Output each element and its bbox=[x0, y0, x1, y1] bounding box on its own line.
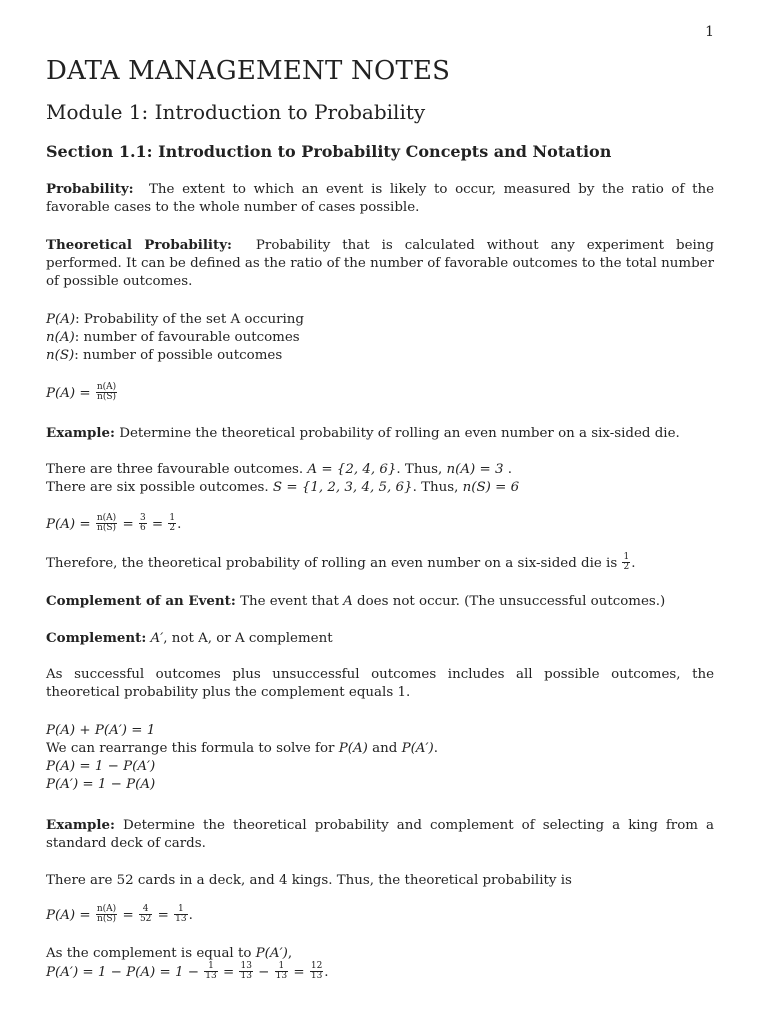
fraction: $\frac{4}{52}$ bbox=[139, 904, 152, 924]
fraction: $\frac{1}{13}$ bbox=[275, 961, 288, 981]
fraction: $\frac{1}{13}$ bbox=[175, 904, 187, 924]
section-title: Section 1.1: Introduction to Probability Concepts and Notation bbox=[46, 142, 612, 161]
probability-term: Probability: bbox=[46, 181, 134, 197]
module-title: Module 1: Introduction to Probability bbox=[46, 100, 426, 124]
notation-list bbox=[46, 311, 714, 365]
fraction: $\frac{n(A)}{n(S)}$ bbox=[96, 513, 117, 533]
example-1-question: Example: Determine the theoretical probability of rolling an even number on a six-sided die. bbox=[46, 425, 680, 441]
fraction: $\frac{12}{13}$ bbox=[310, 961, 323, 981]
example-1-calculation: P(A) = $\frac{n(A)}{n(S)}$ = $\frac{3}{6}$ = $\frac{1}{2}$ . bbox=[46, 513, 182, 533]
complement-notation: Complement: A′, not A, or A complement bbox=[46, 630, 333, 646]
example-2-complement: As the complement is equal to P(A′), P(A′) = 1 − P(A) = 1 − $\frac{1}{13}$ = $\frac{13}{13}$ − $\frac{1}{13}$ = $\frac{12}{13}$ . bbox=[46, 946, 329, 981]
fraction: $\frac{1}{2}$ bbox=[623, 552, 630, 572]
probability-definition bbox=[46, 180, 714, 217]
fraction: $\frac{n(A)}{n(S)}$ bbox=[96, 382, 117, 402]
fraction: $\frac{n(A)}{n(S)}$ bbox=[96, 904, 117, 924]
complement-formulas: P(A) + P(A′) = 1 We can rearrange this formula to solve for P(A) and P(A′). P(A) = 1 − P(A′) P(A′) = 1 − P(A) bbox=[46, 723, 438, 792]
example-2-question: Example: Determine the theoretical probability and complement of selecting a king from a standard deck of cards. bbox=[46, 817, 714, 851]
example-1-working: There are three favourable outcomes. A = {2, 4, 6}. Thus, n(A) = 3 . There are six possible outcomes. S = {1, 2, 3, 4, 5, 6}. Thus, n(S) = 6 bbox=[46, 462, 520, 495]
fraction: $\frac{1}{2}$ bbox=[169, 513, 176, 533]
notation-item: n(A): number of favourable outcomes bbox=[46, 330, 300, 345]
complement-event-definition: Complement of an Event: The event that A does not occur. (The unsuccessful outcomes.) bbox=[46, 593, 666, 609]
complement-paragraph: As successful outcomes plus unsuccessful outcomes includes all possible outcomes, the theoretical probability plus the complement equals 1. bbox=[46, 667, 714, 700]
probability-formula: P(A) = $\frac{n(A)}{n(S)}$ bbox=[46, 382, 117, 402]
notation-item: P(A): Probability of the set A occuring bbox=[46, 312, 304, 327]
theoretical-probability-definition bbox=[46, 236, 714, 291]
fraction: $\frac{3}{6}$ bbox=[139, 513, 146, 533]
example-2-calculation: P(A) = $\frac{n(A)}{n(S)}$ = $\frac{4}{52}$ = $\frac{1}{13}$ . bbox=[46, 904, 193, 924]
fraction: $\frac{13}{13}$ bbox=[240, 961, 252, 981]
theoretical-text: Probability that is calculated without any experiment being performed. It can be defined as the ratio of the number of favorable outcomes to the total number of possible outcomes. bbox=[46, 238, 714, 289]
document-title: DATA MANAGEMENT NOTES bbox=[46, 56, 451, 86]
notation-item: n(S): number of possible outcomes bbox=[46, 348, 283, 363]
probability-text: The extent to which an event is likely to occur, measured by the ratio of the favorable cases to the whole number of cases possible. bbox=[46, 182, 715, 215]
page-number: 1 bbox=[705, 24, 714, 40]
example-2-working: There are 52 cards in a deck, and 4 kings. Thus, the theoretical probability is bbox=[46, 873, 572, 888]
example-1-conclusion: Therefore, the theoretical probability of rolling an even number on a six-sided die is $\frac{1}{2}$ . bbox=[46, 552, 636, 572]
theoretical-term: Theoretical Probability: bbox=[46, 237, 232, 253]
fraction: $\frac{1}{13}$ bbox=[205, 961, 217, 981]
